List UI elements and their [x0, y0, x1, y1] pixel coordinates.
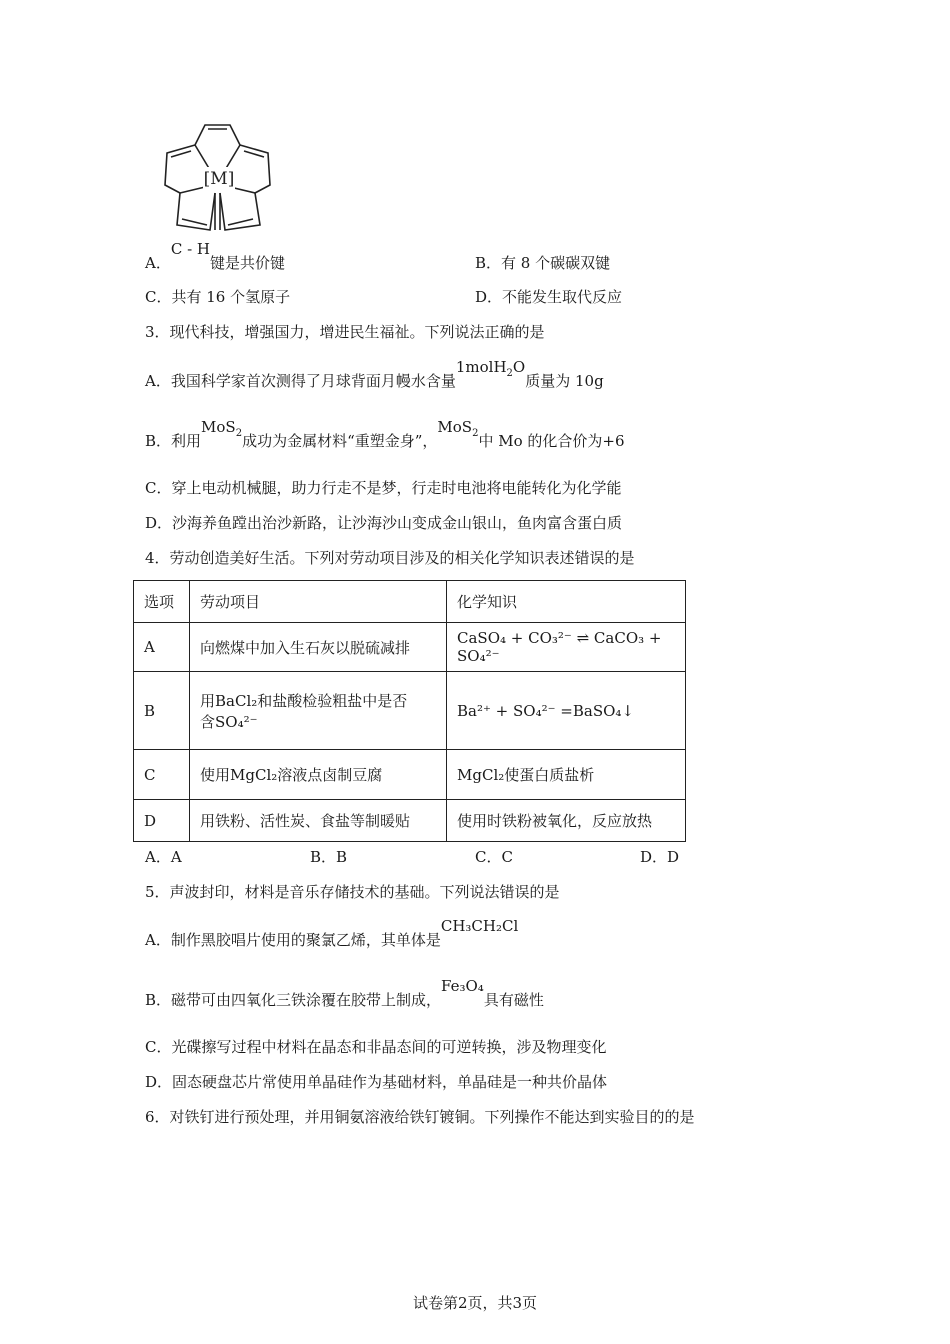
table-header-knowledge: 化学知识: [447, 581, 686, 623]
table-header-row: [134, 581, 686, 623]
q4-option-c: C．C: [475, 848, 513, 866]
table-row: D 用铁粉、活性炭、食盐等制暖贴 使用时铁粉被氧化，反应放热: [134, 800, 686, 842]
table-row: B 用BaCl₂和盐酸检验粗盐中是否 含SO₄²⁻ Ba²⁺ + SO₄²⁻ =BaSO₄↓: [134, 672, 686, 750]
q2-option-d: D．不能发生取代反应: [475, 288, 623, 306]
q3-option-a: A．我国科学家首次测得了月球背面月幔水含量1molH$_2$O质量为 10g: [145, 358, 604, 390]
q2-option-c: C．共有 16 个氢原子: [145, 288, 291, 306]
page-footer: 试卷第2页，共3页: [412, 1294, 538, 1312]
q2-option-b: B．有 8 个碳碳双键: [475, 254, 611, 272]
q4-option-b: B．B: [310, 848, 348, 866]
q5-option-d: D．固态硬盘芯片常使用单晶硅作为基础材料，单晶硅是一种共价晶体: [145, 1073, 608, 1091]
q5-stem: 5．声波封印，材料是音乐存储技术的基础。下列说法错误的是: [145, 883, 560, 901]
q2-option-a: A．C - H键是共价键: [145, 240, 286, 272]
q5-option-a: A．制作黑胶唱片使用的聚氯乙烯，其单体是CH₃CH₂Cl: [145, 917, 519, 949]
table-row: C 使用MgCl₂溶液点卤制豆腐 MgCl₂使蛋白质盐析: [134, 750, 686, 800]
q3-option-c: C．穿上电动机械腿，助力行走不是梦，行走时电池将电能转化为化学能: [145, 479, 622, 497]
q6-stem: 6．对铁钉进行预处理，并用铜氨溶液给铁钉镀铜。下列操作不能达到实验目的的是: [145, 1108, 695, 1126]
molecule-structure-diagram: [155, 115, 285, 235]
table-header-project: 劳动项目: [190, 581, 447, 623]
table-header-option: 选项: [134, 581, 190, 623]
q3-option-b: B．利用MoS$_2$成功为金属材料“重塑金身”，MoS$_2$中 Mo 的化合价为+6: [145, 418, 625, 450]
q4-option-a: A．A: [145, 848, 182, 866]
table-row: A 向燃煤中加入生石灰以脱硫减排 CaSO₄ + CO₃²⁻ ⇌ CaCO₃ + SO₄²⁻: [134, 623, 686, 672]
metal-center-label: [M]: [203, 169, 235, 189]
q3-option-d: D．沙海养鱼蹚出治沙新路，让沙海沙山变成金山银山，鱼肉富含蛋白质: [145, 514, 623, 532]
q4-stem: 4．劳动创造美好生活。下列对劳动项目涉及的相关化学知识表述错误的是: [145, 549, 635, 567]
q5-option-b: B．磁带可由四氧化三铁涂覆在胶带上制成，Fe₃O₄具有磁性: [145, 977, 544, 1009]
q4-table: [133, 580, 686, 842]
q5-option-c: C．光碟擦写过程中材料在晶态和非晶态间的可逆转换，涉及物理变化: [145, 1038, 607, 1056]
q4-option-d: D．D: [640, 848, 680, 866]
q3-stem: 3．现代科技，增强国力，增进民生福祉。下列说法正确的是: [145, 323, 545, 341]
